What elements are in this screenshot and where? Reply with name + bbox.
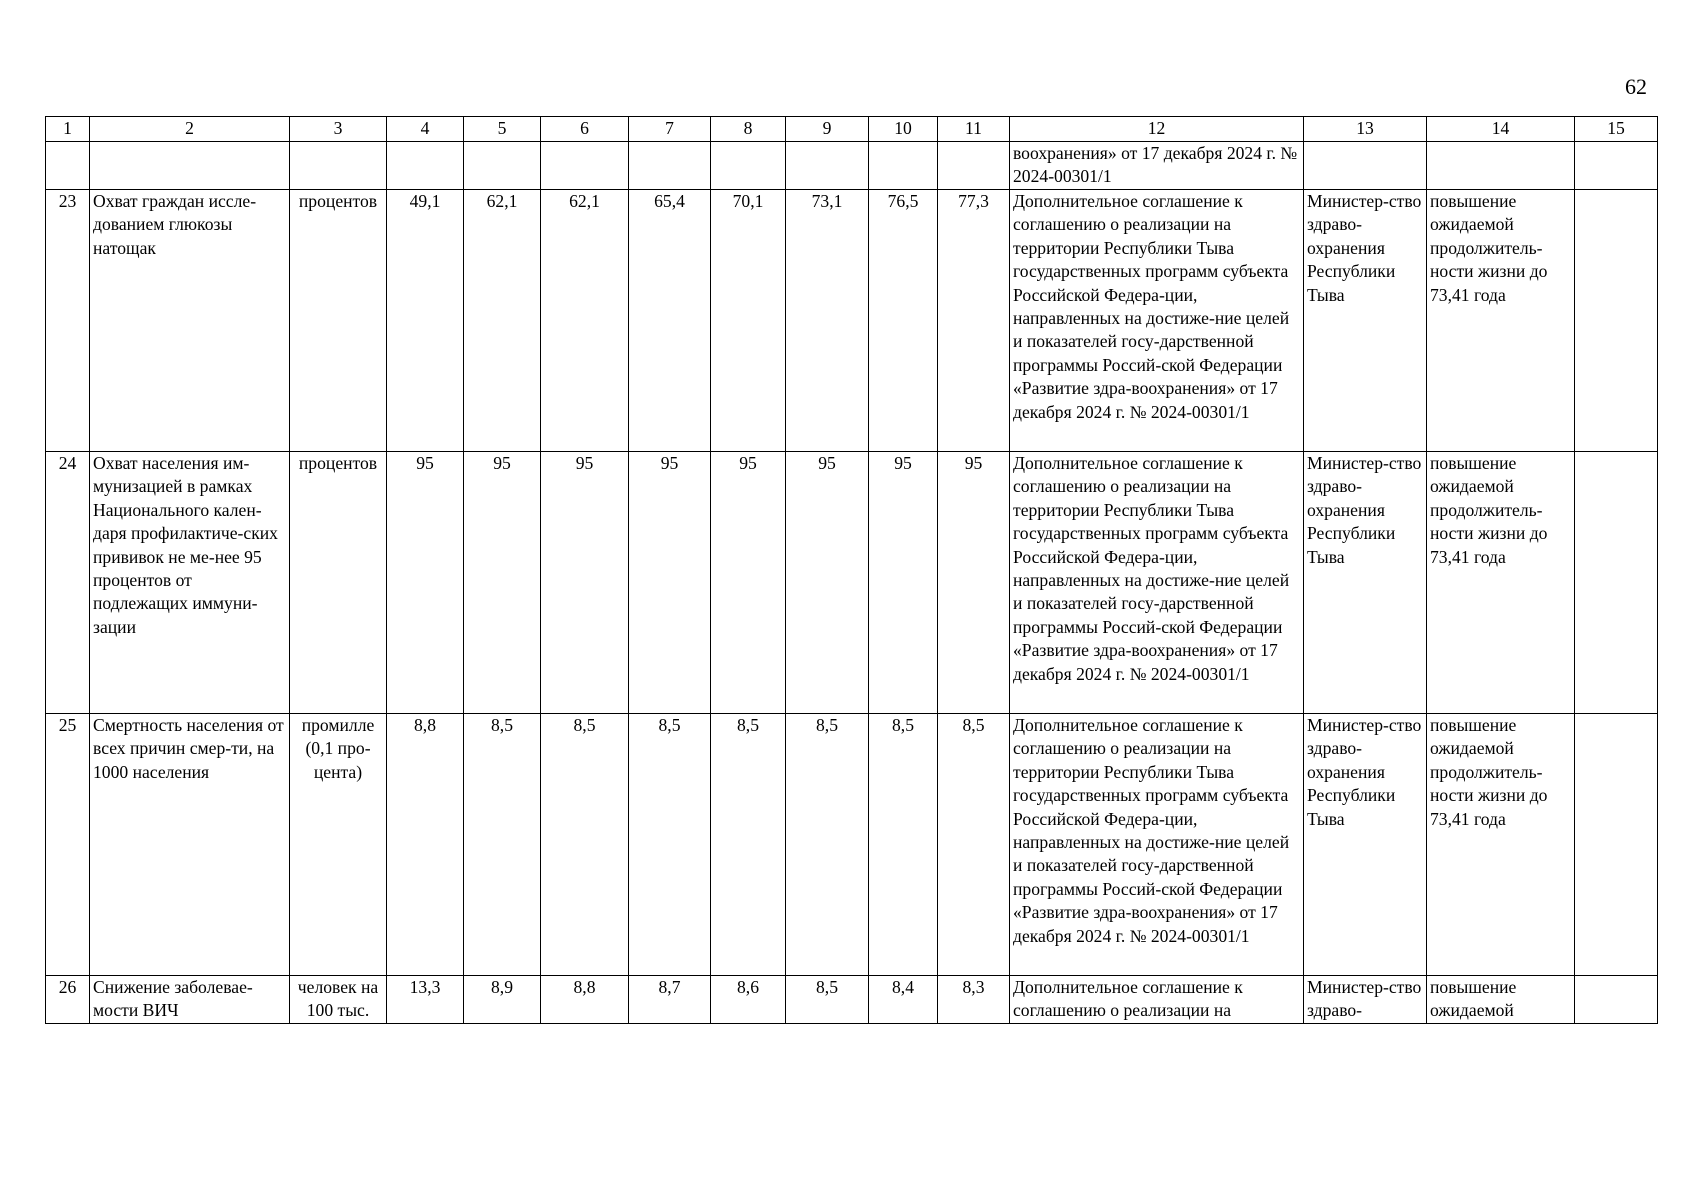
column-header: 2	[90, 117, 290, 142]
cell	[711, 142, 786, 190]
cell	[46, 142, 90, 190]
value-cell: 70,1	[711, 190, 786, 452]
row-number: 25	[46, 714, 90, 976]
cell	[464, 142, 541, 190]
value-cell: 8,5	[629, 714, 711, 976]
indicator-name: Смертность населения от всех причин смер-ти, на 1000 населения	[90, 714, 290, 976]
responsible-cell: Министер-ство здраво-охранения Республики Тыва	[1304, 714, 1427, 976]
cell	[786, 142, 869, 190]
basis-cell: Дополнительное соглашение к соглашению о реализации на территории Республики Тыва государственных программ субъекта Российской Федера-ции, направленных на достиже-ние целей и показателей госу-дарственной программы Россий-ской Федерации «Развитие здра-воохранения» от 17 декабря 2024 г. № 2024-00301/1	[1010, 190, 1304, 452]
value-cell: 8,8	[541, 976, 629, 1024]
column-header: 11	[938, 117, 1010, 142]
value-cell: 95	[541, 452, 629, 714]
value-cell: 8,7	[629, 976, 711, 1024]
value-cell: 62,1	[541, 190, 629, 452]
basis-cell: воохранения» от 17 декабря 2024 г. № 2024-00301/1	[1010, 142, 1304, 190]
column-header: 8	[711, 117, 786, 142]
column-header: 1	[46, 117, 90, 142]
cell	[387, 142, 464, 190]
value-cell: 95	[938, 452, 1010, 714]
unit-cell: промилле (0,1 про-цента)	[290, 714, 387, 976]
table-row	[46, 714, 1658, 976]
value-cell: 95	[869, 452, 938, 714]
column-header: 5	[464, 117, 541, 142]
unit-cell: человек на 100 тыс.	[290, 976, 387, 1024]
indicators-table	[45, 116, 1658, 1024]
column-header: 3	[290, 117, 387, 142]
cell	[629, 142, 711, 190]
col15-cell	[1575, 714, 1658, 976]
row-number: 23	[46, 190, 90, 452]
value-cell: 77,3	[938, 190, 1010, 452]
value-cell: 8,9	[464, 976, 541, 1024]
cell	[541, 142, 629, 190]
column-header: 12	[1010, 117, 1304, 142]
row-number: 26	[46, 976, 90, 1024]
column-number-header-row	[46, 117, 1658, 142]
goal-cell: повышение ожидаемой продолжитель-ности жизни до 73,41 года	[1427, 452, 1575, 714]
value-cell: 95	[629, 452, 711, 714]
table-row	[46, 190, 1658, 452]
cell	[869, 142, 938, 190]
value-cell: 8,5	[786, 976, 869, 1024]
value-cell: 95	[786, 452, 869, 714]
table-row	[46, 452, 1658, 714]
goal-cell: повышение ожидаемой продолжитель-ности жизни до 73,41 года	[1427, 190, 1575, 452]
value-cell: 73,1	[786, 190, 869, 452]
basis-cell: Дополнительное соглашение к соглашению о реализации на	[1010, 976, 1304, 1024]
value-cell: 8,6	[711, 976, 786, 1024]
cell	[290, 142, 387, 190]
indicator-name: Охват граждан иссле-дованием глюкозы натощак	[90, 190, 290, 452]
column-header: 7	[629, 117, 711, 142]
row-number: 24	[46, 452, 90, 714]
table-row	[46, 976, 1658, 1024]
value-cell: 13,3	[387, 976, 464, 1024]
value-cell: 49,1	[387, 190, 464, 452]
continuation-row	[46, 142, 1658, 190]
indicator-name: Снижение заболевае-мости ВИЧ	[90, 976, 290, 1024]
cell	[938, 142, 1010, 190]
column-header: 4	[387, 117, 464, 142]
responsible-cell: Министер-ство здраво-	[1304, 976, 1427, 1024]
value-cell: 95	[387, 452, 464, 714]
value-cell: 76,5	[869, 190, 938, 452]
value-cell: 8,5	[869, 714, 938, 976]
cell	[1575, 142, 1658, 190]
value-cell: 8,5	[464, 714, 541, 976]
basis-cell: Дополнительное соглашение к соглашению о реализации на территории Республики Тыва государственных программ субъекта Российской Федера-ции, направленных на достиже-ние целей и показателей госу-дарственной программы Россий-ской Федерации «Развитие здра-воохранения» от 17 декабря 2024 г. № 2024-00301/1	[1010, 714, 1304, 976]
col15-cell	[1575, 452, 1658, 714]
cell	[90, 142, 290, 190]
col15-cell	[1575, 190, 1658, 452]
indicator-name: Охват населения им-мунизацией в рамках Национального кален-даря профилактиче-ских прививок не ме-нее 95 процентов от подлежащих иммуни-зации	[90, 452, 290, 714]
col15-cell	[1575, 976, 1658, 1024]
column-header: 9	[786, 117, 869, 142]
value-cell: 65,4	[629, 190, 711, 452]
value-cell: 8,5	[711, 714, 786, 976]
value-cell: 8,5	[786, 714, 869, 976]
value-cell: 62,1	[464, 190, 541, 452]
goal-cell: повышение ожидаемой продолжитель-ности жизни до 73,41 года	[1427, 714, 1575, 976]
column-header: 10	[869, 117, 938, 142]
column-header: 15	[1575, 117, 1658, 142]
value-cell: 8,8	[387, 714, 464, 976]
cell	[1427, 142, 1575, 190]
value-cell: 95	[464, 452, 541, 714]
unit-cell: процентов	[290, 190, 387, 452]
responsible-cell: Министер-ство здраво-охранения Республики Тыва	[1304, 452, 1427, 714]
value-cell: 8,5	[541, 714, 629, 976]
column-header: 6	[541, 117, 629, 142]
page-number: 62	[1625, 74, 1647, 99]
value-cell: 8,4	[869, 976, 938, 1024]
value-cell: 8,5	[938, 714, 1010, 976]
cell	[1304, 142, 1427, 190]
value-cell: 8,3	[938, 976, 1010, 1024]
unit-cell: процентов	[290, 452, 387, 714]
basis-cell: Дополнительное соглашение к соглашению о реализации на территории Республики Тыва государственных программ субъекта Российской Федера-ции, направленных на достиже-ние целей и показателей госу-дарственной программы Россий-ской Федерации «Развитие здра-воохранения» от 17 декабря 2024 г. № 2024-00301/1	[1010, 452, 1304, 714]
responsible-cell: Министер-ство здраво-охранения Республики Тыва	[1304, 190, 1427, 452]
column-header: 13	[1304, 117, 1427, 142]
value-cell: 95	[711, 452, 786, 714]
goal-cell: повышение ожидаемой	[1427, 976, 1575, 1024]
column-header: 14	[1427, 117, 1575, 142]
